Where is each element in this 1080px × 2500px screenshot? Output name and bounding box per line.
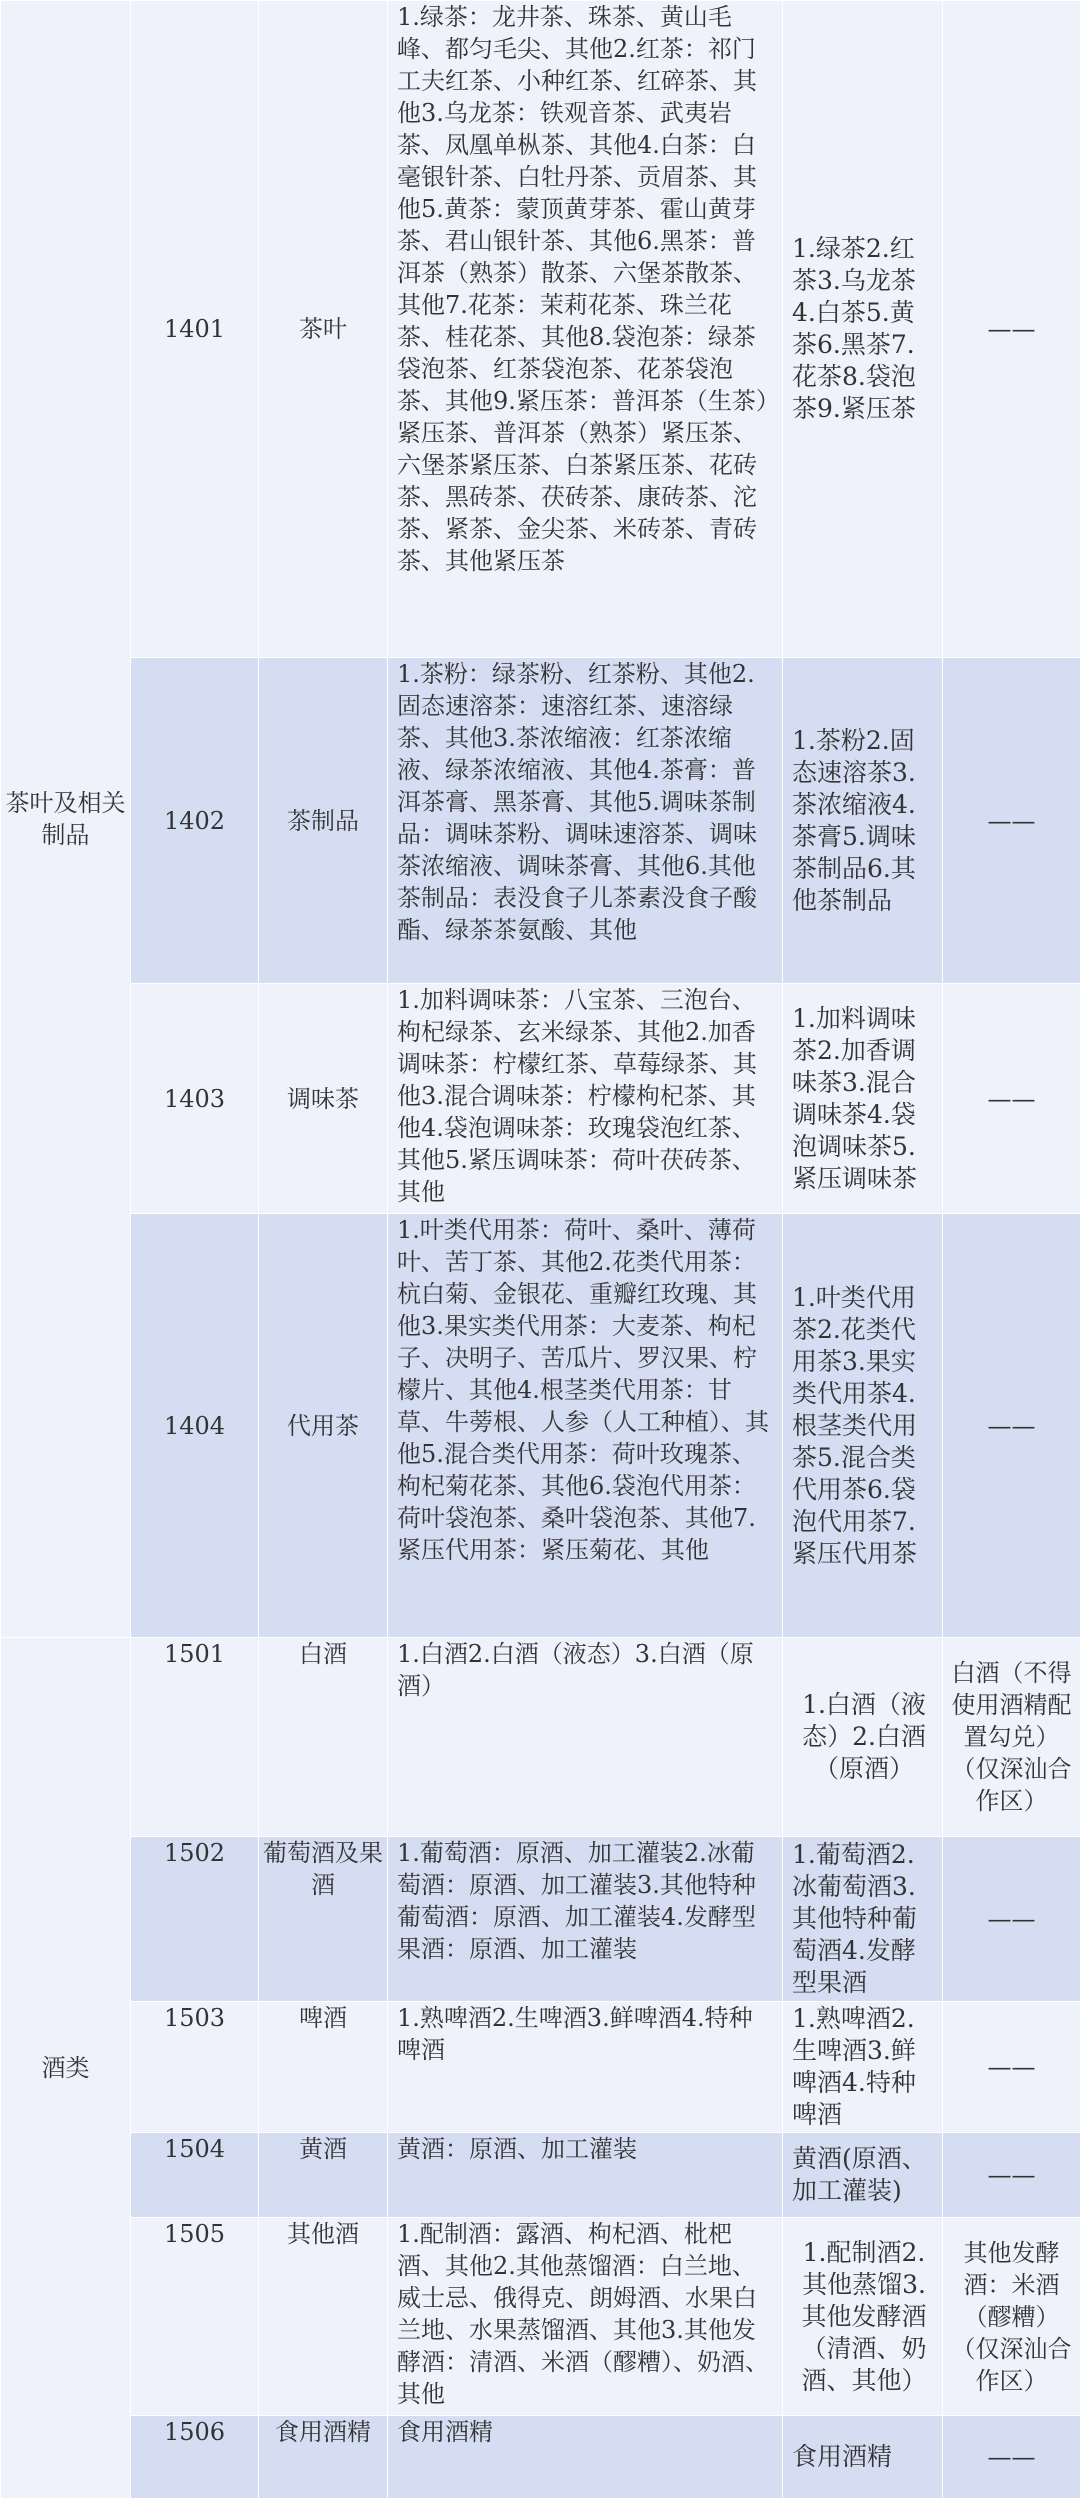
note-cell: —— bbox=[943, 2416, 1080, 2499]
description-cell: 1.葡萄酒：原酒、加工灌装2.冰葡萄酒：原酒、加工灌装3.其他特种葡萄酒：原酒、加工灌装4.发酵型果酒：原酒、加工灌装 bbox=[388, 1837, 783, 2002]
code-cell: 1402 bbox=[131, 658, 259, 984]
subcategory-cell: 1.熟啤酒2.生啤酒3.鲜啤酒4.特种啤酒 bbox=[783, 2002, 943, 2133]
description-cell: 1.加料调味茶：八宝茶、三泡台、枸杞绿茶、玄米绿茶、其他2.加香调味茶：柠檬红茶、草莓绿茶、其他3.混合调味茶：柠檬枸杞茶、其他4.袋泡调味茶：玫瑰袋泡红茶、其他5.紧压调味茶：荷叶茯砖茶、其他 bbox=[388, 984, 783, 1214]
subcategory-cell: 食用酒精 bbox=[783, 2416, 943, 2499]
description-cell: 1.叶类代用茶：荷叶、桑叶、薄荷叶、苦丁茶、其他2.花类代用茶：杭白菊、金银花、重瓣红玫瑰、其他3.果实类代用茶：大麦茶、枸杞子、决明子、苦瓜片、罗汉果、柠檬片、其他4.根茎类代用茶：甘草、牛蒡根、人参（人工种植）、其他5.混合类代用茶：荷叶玫瑰茶、枸杞菊花茶、其他6.袋泡代用茶：荷叶袋泡茶、桑叶袋泡茶、其他7.紧压代用茶：紧压菊花、其他 bbox=[388, 1214, 783, 1638]
subcategory-cell: 1.配制酒2.其他蒸馏3.其他发酵酒（清酒、奶酒、其他） bbox=[783, 2218, 943, 2416]
note-cell: 其他发酵酒：米酒（醪糟）（仅深汕合作区） bbox=[943, 2218, 1080, 2416]
code-cell: 1502 bbox=[131, 1837, 259, 2002]
table-row bbox=[1, 658, 1080, 984]
code-cell: 1503 bbox=[131, 2002, 259, 2133]
name-cell: 调味茶 bbox=[259, 984, 388, 1214]
subcategory-cell: 1.加料调味茶2.加香调味茶3.混合调味茶4.袋泡调味茶5.紧压调味茶 bbox=[783, 984, 943, 1214]
name-cell: 葡萄酒及果酒 bbox=[259, 1837, 388, 2002]
subcategory-cell: 1.绿茶2.红茶3.乌龙茶4.白茶5.黄茶6.黑茶7.花茶8.袋泡茶9.紧压茶 bbox=[783, 1, 943, 658]
name-cell: 黄酒 bbox=[259, 2133, 388, 2218]
note-cell: —— bbox=[943, 984, 1080, 1214]
note-cell: —— bbox=[943, 1, 1080, 658]
table-row bbox=[1, 1, 1080, 658]
note-cell: 白酒（不得使用酒精配置勾兑）（仅深汕合作区） bbox=[943, 1638, 1080, 1837]
description-cell: 1.绿茶：龙井茶、珠茶、黄山毛峰、都匀毛尖、其他2.红茶：祁门工夫红茶、小种红茶、红碎茶、其他3.乌龙茶：铁观音茶、武夷岩茶、凤凰单枞茶、其他4.白茶：白毫银针茶、白牡丹茶、贡眉茶、其他5.黄茶：蒙顶黄芽茶、霍山黄芽茶、君山银针茶、其他6.黑茶：普洱茶（熟茶）散茶、六堡茶散茶、其他7.花茶：茉莉花茶、珠兰花茶、桂花茶、其他8.袋泡茶：绿茶袋泡茶、红茶袋泡茶、花茶袋泡茶、其他9.紧压茶：普洱茶（生茶）紧压茶、普洱茶（熟茶）紧压茶、六堡茶紧压茶、白茶紧压茶、花砖茶、黑砖茶、茯砖茶、康砖茶、沱茶、紧茶、金尖茶、米砖茶、青砖茶、其他紧压茶 bbox=[388, 1, 783, 658]
subcategory-cell: 1.叶类代用茶2.花类代用茶3.果实类代用茶4.根茎类代用茶5.混合类代用茶6.袋泡代用茶7.紧压代用茶 bbox=[783, 1214, 943, 1638]
table-row bbox=[1, 984, 1080, 1214]
code-cell: 1404 bbox=[131, 1214, 259, 1638]
description-cell: 黄酒：原酒、加工灌装 bbox=[388, 2133, 783, 2218]
note-cell: —— bbox=[943, 1214, 1080, 1638]
subcategory-cell: 黄酒(原酒、加工灌装) bbox=[783, 2133, 943, 2218]
name-cell: 食用酒精 bbox=[259, 2416, 388, 2499]
description-cell: 食用酒精 bbox=[388, 2416, 783, 2499]
table-row bbox=[1, 2133, 1080, 2218]
description-cell: 1.熟啤酒2.生啤酒3.鲜啤酒4.特种啤酒 bbox=[388, 2002, 783, 2133]
name-cell: 白酒 bbox=[259, 1638, 388, 1837]
table-row bbox=[1, 1837, 1080, 2002]
code-cell: 1504 bbox=[131, 2133, 259, 2218]
name-cell: 茶制品 bbox=[259, 658, 388, 984]
table-row bbox=[1, 2218, 1080, 2416]
code-cell: 1505 bbox=[131, 2218, 259, 2416]
name-cell: 茶叶 bbox=[259, 1, 388, 658]
note-cell: —— bbox=[943, 2002, 1080, 2133]
name-cell: 啤酒 bbox=[259, 2002, 388, 2133]
note-cell: —— bbox=[943, 658, 1080, 984]
name-cell: 其他酒 bbox=[259, 2218, 388, 2416]
code-cell: 1401 bbox=[131, 1, 259, 658]
subcategory-cell: 1.白酒（液态）2.白酒（原酒） bbox=[783, 1638, 943, 1837]
table-row bbox=[1, 1638, 1080, 1837]
description-cell: 1.配制酒：露酒、枸杞酒、枇杷酒、其他2.其他蒸馏酒：白兰地、威士忌、俄得克、朗姆酒、水果白兰地、水果蒸馏酒、其他3.其他发酵酒：清酒、米酒（醪糟）、奶酒、其他 bbox=[388, 2218, 783, 2416]
code-cell: 1506 bbox=[131, 2416, 259, 2499]
category-cell-wine: 酒类 bbox=[1, 1638, 131, 2499]
subcategory-cell: 1.茶粉2.固态速溶茶3.茶浓缩液4.茶膏5.调味茶制品6.其他茶制品 bbox=[783, 658, 943, 984]
table-row bbox=[1, 2002, 1080, 2133]
table-row bbox=[1, 2416, 1080, 2499]
name-cell: 代用茶 bbox=[259, 1214, 388, 1638]
code-cell: 1403 bbox=[131, 984, 259, 1214]
note-cell: —— bbox=[943, 2133, 1080, 2218]
category-cell-tea: 茶叶及相关制品 bbox=[1, 1, 131, 1638]
description-cell: 1.茶粉：绿茶粉、红茶粉、其他2.固态速溶茶：速溶红茶、速溶绿茶、其他3.茶浓缩液：红茶浓缩液、绿茶浓缩液、其他4.茶膏：普洱茶膏、黑茶膏、其他5.调味茶制品：调味茶粉、调味速溶茶、调味茶浓缩液、调味茶膏、其他6.其他茶制品：表没食子儿茶素没食子酸酯、绿茶茶氨酸、其他 bbox=[388, 658, 783, 984]
code-cell: 1501 bbox=[131, 1638, 259, 1837]
description-cell: 1.白酒2.白酒（液态）3.白酒（原酒） bbox=[388, 1638, 783, 1837]
table-row bbox=[1, 1214, 1080, 1638]
note-cell: —— bbox=[943, 1837, 1080, 2002]
subcategory-cell: 1.葡萄酒2.冰葡萄酒3.其他特种葡萄酒4.发酵型果酒 bbox=[783, 1837, 943, 2002]
